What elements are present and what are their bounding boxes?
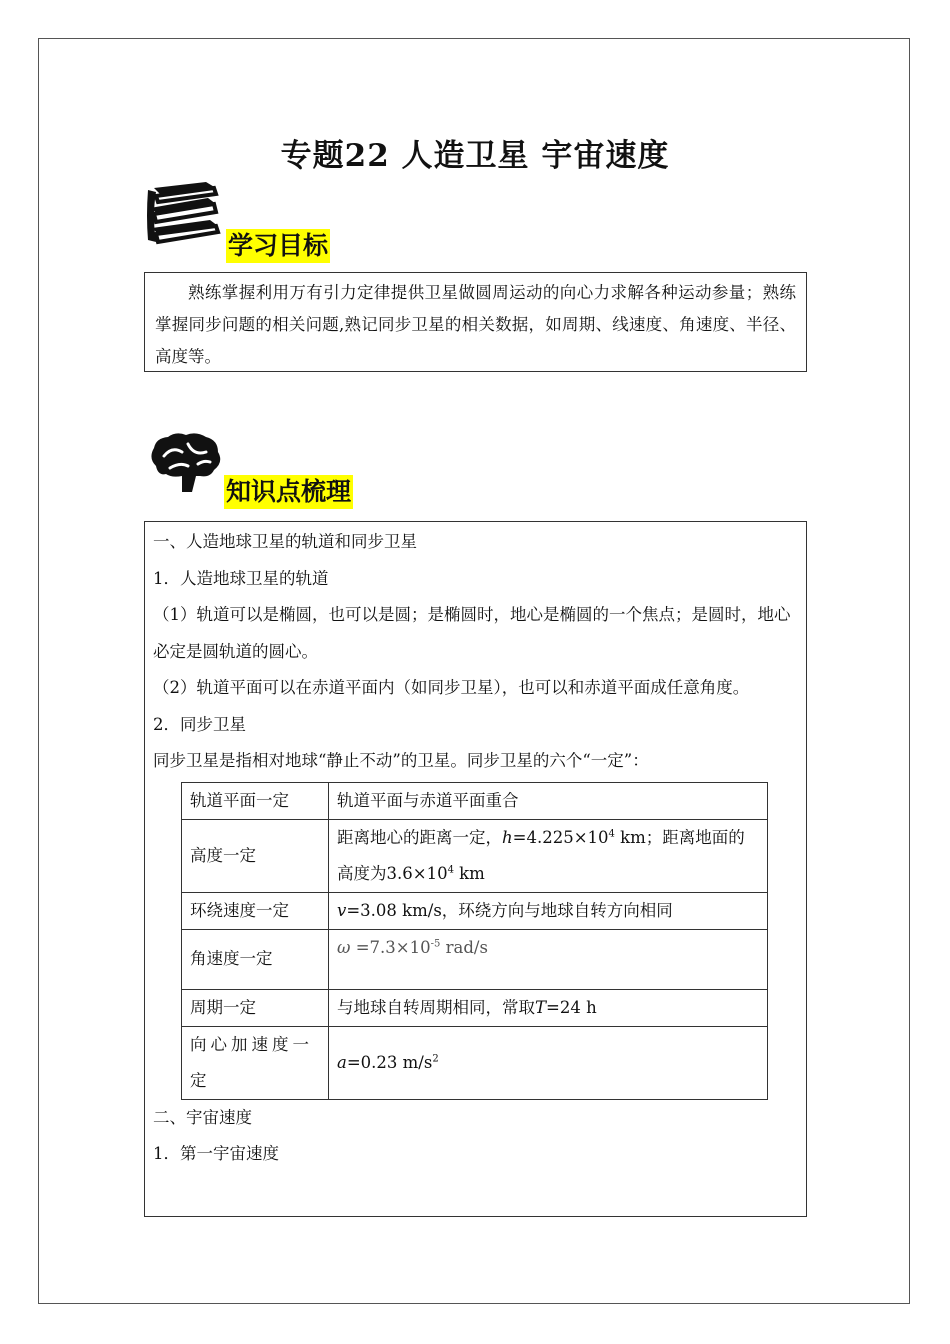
symbol-omega: ω — [337, 937, 351, 957]
text: =7.3×10 — [350, 937, 431, 957]
table-row — [182, 1026, 768, 1099]
symbol-h: h — [502, 827, 513, 847]
table-cell-key: 高度一定 — [182, 819, 329, 892]
text: =0.23 m/s — [346, 1052, 433, 1072]
table-cell-value — [329, 819, 768, 892]
table-cell-key: 角速度一定 — [182, 929, 329, 989]
knowledge-box — [144, 521, 807, 1217]
table-cell-key: 轨道平面一定 — [182, 782, 329, 819]
table-cell-key: 向心加速度一定 — [182, 1026, 329, 1099]
table-cell-value — [329, 989, 768, 1026]
table-row — [182, 892, 768, 929]
section-1-1-paragraph-2: （2）轨道平面可以在赤道平面内（如同步卫星），也可以和赤道平面成任意角度。 — [153, 678, 750, 697]
table-cell-key: 周期一定 — [182, 989, 329, 1026]
section-2-1-heading: 1．第一宇宙速度 — [153, 1144, 279, 1163]
text: =24 h — [546, 997, 597, 1017]
exponent: 2 — [432, 1053, 439, 1064]
exponent: 4 — [447, 864, 454, 875]
text: 距离地心的距离一定， — [337, 827, 502, 847]
books-icon — [146, 180, 222, 250]
page-title: 专题22 人造卫星 宇宙速度 — [280, 138, 670, 174]
symbol-a: a — [337, 1052, 347, 1072]
text: =3.08 km/s，环绕方向与地球自转方向相同 — [346, 900, 673, 920]
section-1-2-heading: 2．同步卫星 — [153, 714, 246, 734]
brain-icon — [148, 432, 222, 494]
text: 与地球自转周期相同，常取 — [337, 997, 535, 1017]
text: rad/s — [440, 937, 488, 957]
goal-heading: 学习目标 — [226, 229, 330, 263]
sync-satellite-table — [181, 782, 768, 1100]
table-cell-value — [329, 929, 768, 989]
text: =4.225×10 — [512, 827, 609, 847]
table-row — [182, 929, 768, 989]
goal-text: 熟练掌握利用万有引力定律提供卫星做圆周运动的向心力求解各种运动参量；熟练掌握同步问题的相关问题,熟记同步卫星的相关数据，如周期、线速度、角速度、半径、高度等。 — [144, 272, 807, 372]
table-row — [182, 782, 768, 819]
table-cell-key: 环绕速度一定 — [182, 892, 329, 929]
table-row — [182, 989, 768, 1026]
section-1-1-heading: 1．人造地球卫星的轨道 — [153, 568, 329, 588]
knowledge-heading: 知识点梳理 — [224, 475, 353, 509]
exponent: -5 — [430, 938, 441, 949]
section-1-title: 一、人造地球卫星的轨道和同步卫星 — [153, 532, 417, 551]
section-1-2-intro: 同步卫星是指相对地球“静止不动”的卫星。同步卫星的六个“一定”： — [153, 751, 649, 770]
table-cell-value: 轨道平面与赤道平面重合 — [329, 782, 768, 819]
text: km；距离地面的高度为3.6×10 — [337, 827, 745, 883]
section-1-1-paragraph-1: （1）轨道可以是椭圆，也可以是圆；是椭圆时，地心是椭圆的一个焦点；是圆时，地心必定是圆轨道的圆心。 — [153, 605, 791, 661]
exponent: 4 — [608, 828, 615, 839]
section-2-title: 二、宇宙速度 — [153, 1107, 252, 1127]
text: km — [453, 863, 485, 883]
table-cell-value — [329, 892, 768, 929]
symbol-t: T — [535, 997, 547, 1017]
symbol-v: v — [337, 900, 347, 920]
table-row — [182, 819, 768, 892]
table-cell-value — [329, 1026, 768, 1099]
